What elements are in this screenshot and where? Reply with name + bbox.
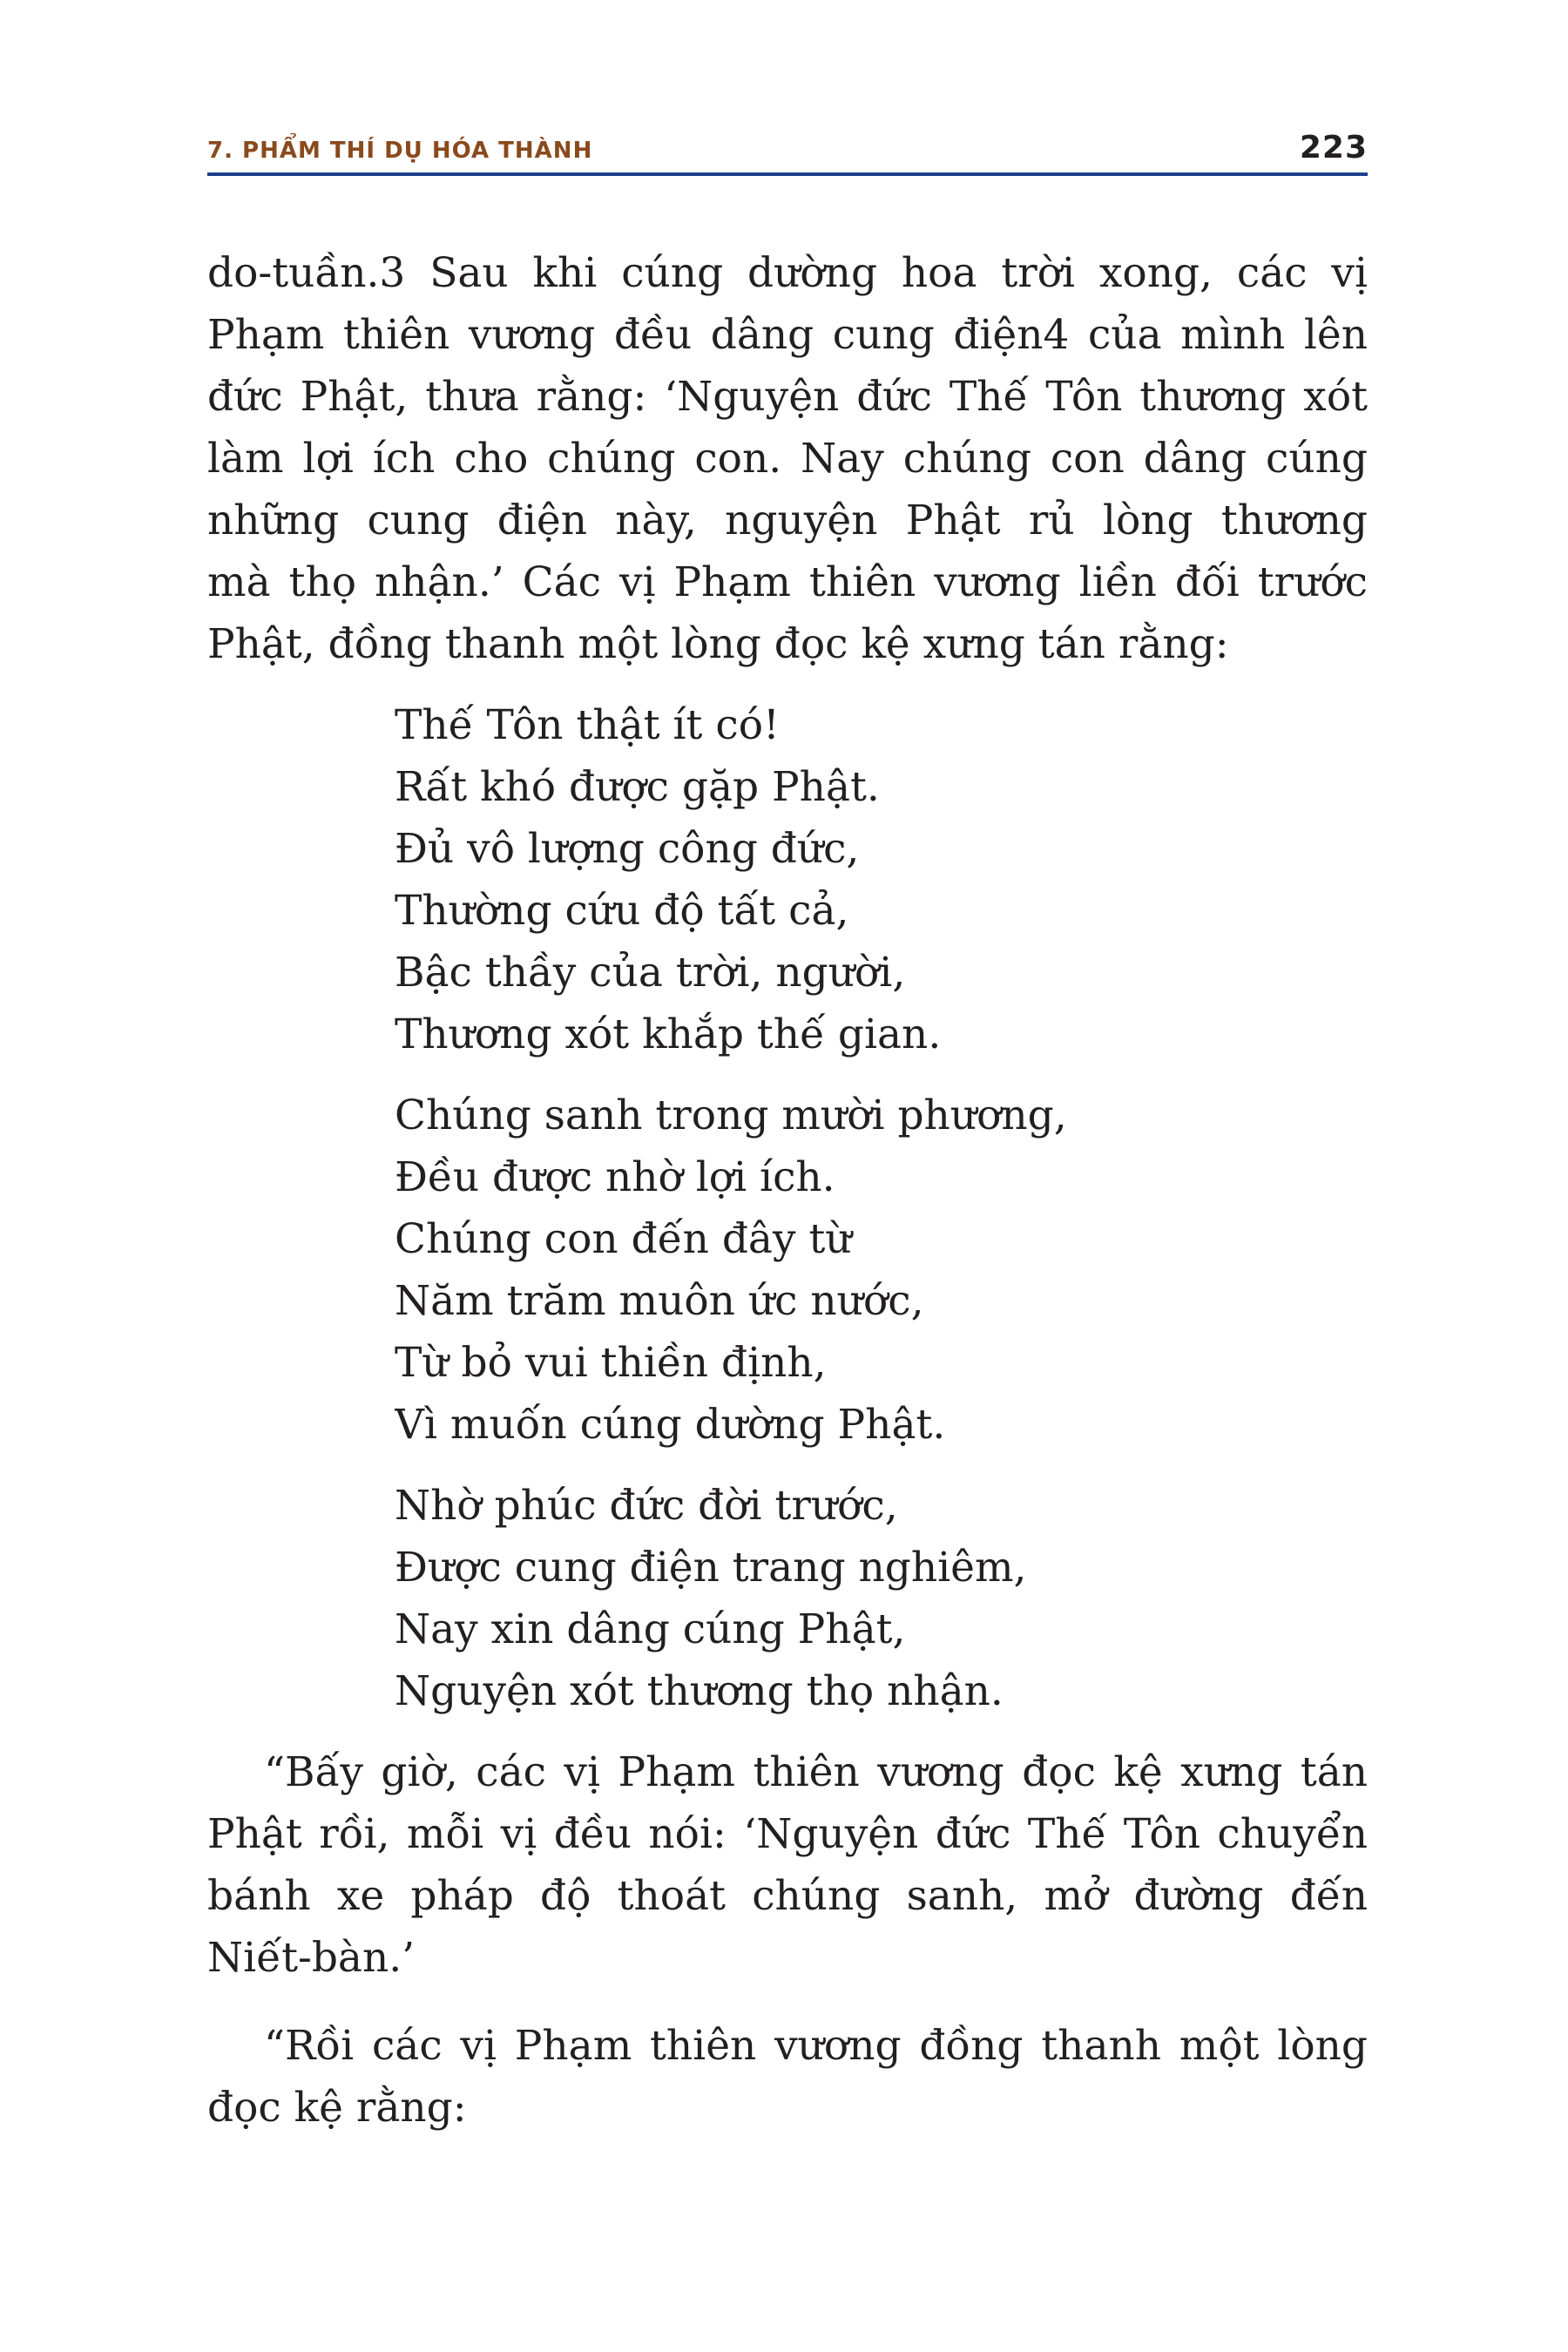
- text-line: đọc kệ rằng:: [207, 2084, 467, 2132]
- verse-line: Chúng sanh trong mười phương,: [395, 1092, 1067, 1139]
- text-line: bánh xe pháp độ thoát chúng sanh, mở đường đến: [207, 1872, 1368, 1920]
- verse-line: Năm trăm muôn ức nước,: [395, 1277, 924, 1325]
- paragraph-3: [207, 2015, 1368, 2139]
- verse-stanza-1: [395, 694, 1368, 1065]
- text-line: Phật, đồng thanh một lòng đọc kệ xưng tán rằng:: [207, 620, 1229, 668]
- verse-line: Bậc thầy của trời, người,: [395, 949, 906, 997]
- paragraph-2: [207, 1741, 1368, 1989]
- text-line: Niết-bàn.’: [207, 1934, 416, 1982]
- header-rule: [207, 172, 1368, 176]
- page-number: 223: [1299, 130, 1368, 166]
- verse-stanza-2: [395, 1085, 1368, 1456]
- text-line: “Bấy giờ, các vị Phạm thiên vương đọc kệ xưng tán: [264, 1748, 1368, 1796]
- verse-stanza-3: [395, 1475, 1368, 1722]
- verse-line: Nhờ phúc đức đời trước,: [395, 1482, 898, 1530]
- verse-line: Đủ vô lượng công đức,: [395, 825, 860, 873]
- text-line: mà thọ nhận.’ Các vị Phạm thiên vương liền đối trước: [207, 558, 1368, 606]
- verse-line: Nay xin dâng cúng Phật,: [395, 1605, 906, 1653]
- verse-line: Nguyện xót thương thọ nhận.: [395, 1667, 1004, 1715]
- verse-line: Rất khó được gặp Phật.: [395, 763, 880, 811]
- text-line: Phật rồi, mỗi vị đều nói: ‘Nguyện đức Thế Tôn chuyển: [207, 1810, 1368, 1858]
- page-body: [207, 242, 1368, 2139]
- verse-line: Thế Tôn thật ít có!: [395, 701, 780, 749]
- text-line: “Rồi các vị Phạm thiên vương đồng thanh một lòng: [264, 2022, 1368, 2070]
- verse-line: Từ bỏ vui thiền định,: [395, 1339, 827, 1387]
- page-header: [207, 124, 1368, 176]
- verse-line: Thường cứu độ tất cả,: [395, 887, 849, 935]
- text-line: do-tuần.3 Sau khi cúng dường hoa trời xong, các vị: [207, 249, 1368, 297]
- paragraph-1: [207, 242, 1368, 675]
- verse-line: Chúng con đến đây từ: [395, 1215, 852, 1263]
- chapter-title: 7. PHẨM THÍ DỤ HÓA THÀNH: [207, 138, 593, 164]
- text-line: đức Phật, thưa rằng: ‘Nguyện đức Thế Tôn thương xót: [207, 373, 1368, 421]
- verse-line: Vì muốn cúng dường Phật.: [395, 1401, 946, 1449]
- verse-line: Đều được nhờ lợi ích.: [395, 1153, 835, 1201]
- verse-line: Được cung điện trang nghiêm,: [395, 1544, 1027, 1592]
- verse-line: Thương xót khắp thế gian.: [395, 1010, 942, 1058]
- text-line: Phạm thiên vương đều dâng cung điện4 của mình lên: [207, 311, 1368, 359]
- text-line: những cung điện này, nguyện Phật rủ lòng thương: [207, 497, 1368, 544]
- text-line: làm lợi ích cho chúng con. Nay chúng con dâng cúng: [207, 435, 1368, 483]
